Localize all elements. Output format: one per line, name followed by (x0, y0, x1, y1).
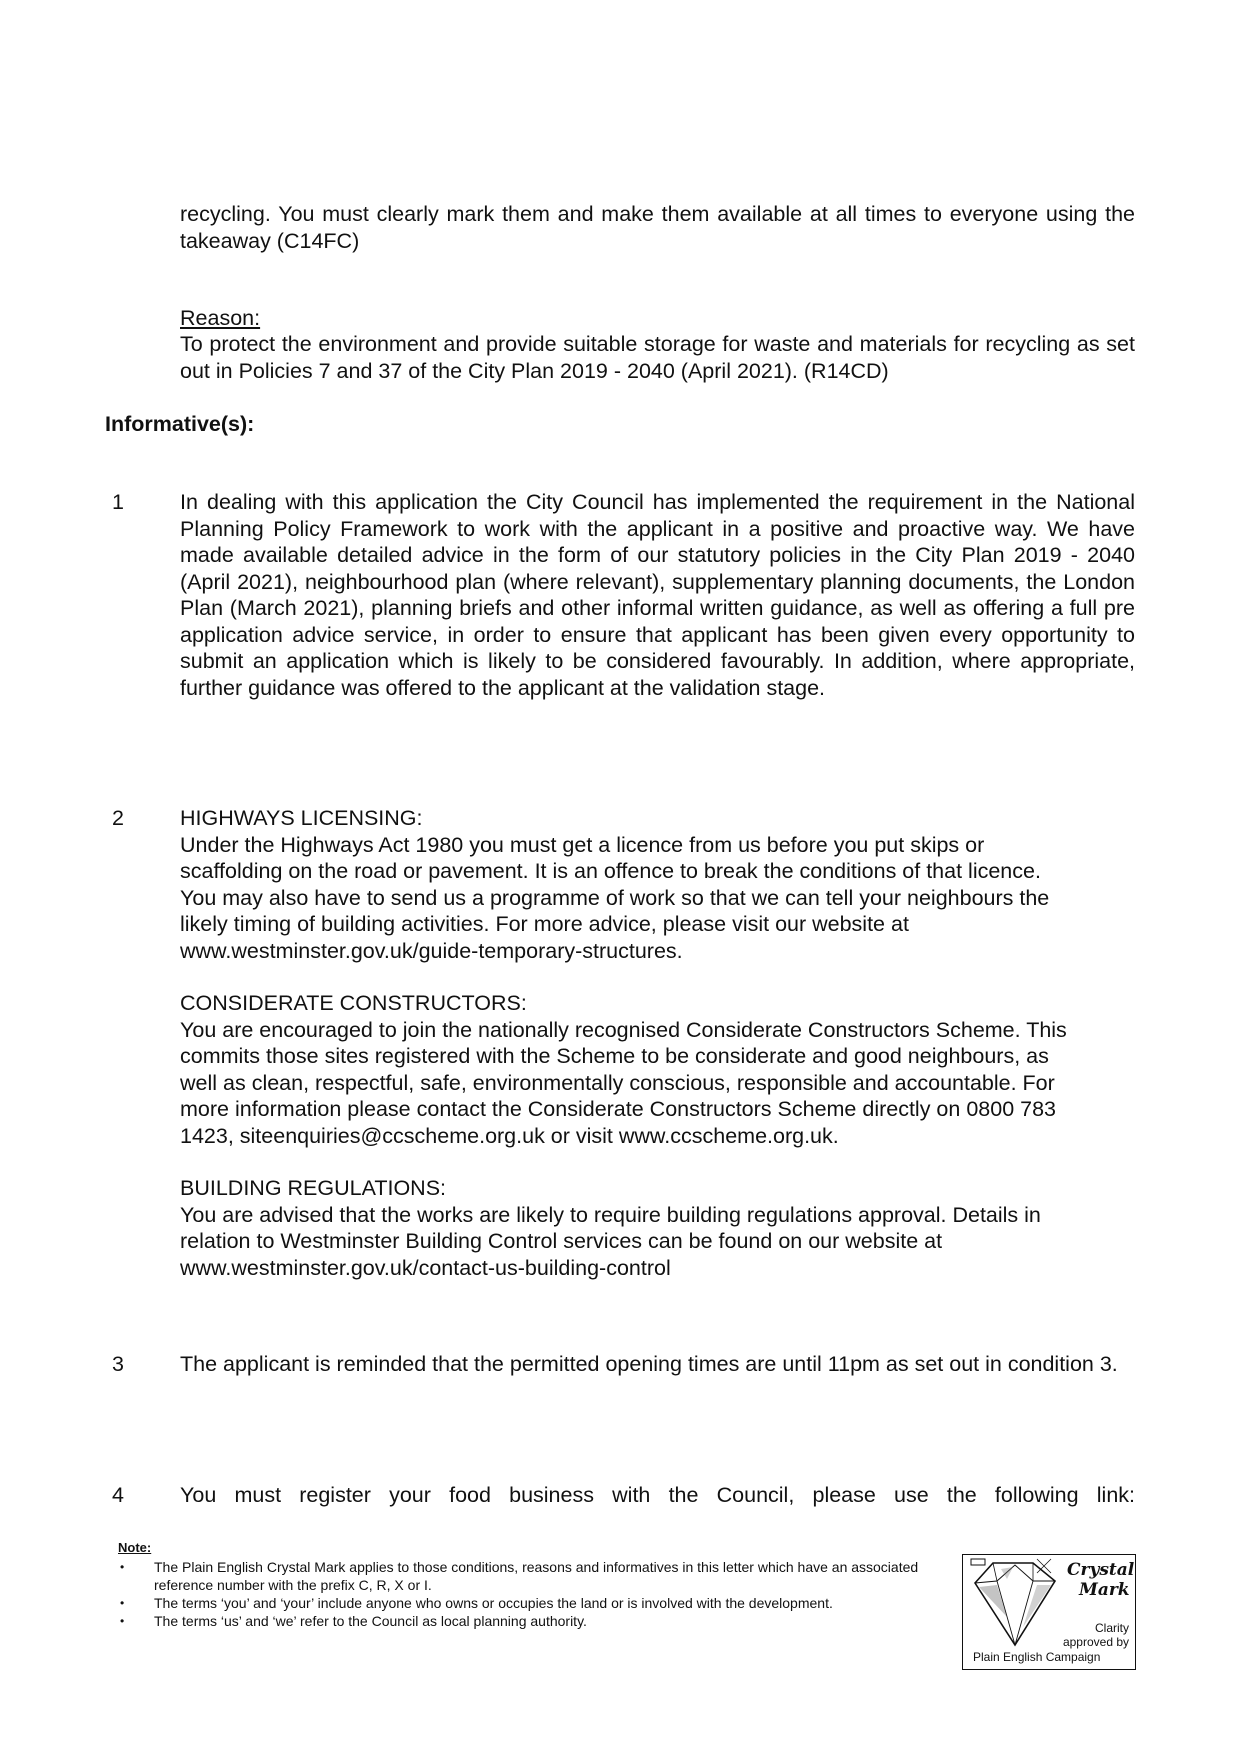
section-line: You may also have to send us a programme of work so that we can tell your neighbours the (180, 885, 1050, 910)
section-line: well as clean, respectful, safe, environmentally conscious, responsible and accountable. For (180, 1070, 1055, 1095)
section-line: 1423, siteenquiries@ccscheme.org.uk or visit www.ccscheme.org.uk. (180, 1123, 839, 1148)
crystal-mark-logo (962, 1554, 1136, 1670)
note-title: Note: (118, 1540, 152, 1555)
note-list (118, 1558, 938, 1630)
crystal-mark-word1: Crystal (1067, 1560, 1135, 1580)
note-bullet: • The terms ‘you’ and ‘your’ include anyone who owns or occupies the land or is involved with the development. (118, 1594, 938, 1612)
informatives-heading: Informative(s): (105, 412, 255, 436)
informative-number: 2 (112, 806, 124, 830)
reason-label: Reason: (180, 306, 261, 330)
condition-continuation-text: recycling. You must clearly mark them and make them available at all times to everyone using the takeaway (C14FC) (180, 202, 1135, 253)
section-line: Under the Highways Act 1980 you must get a licence from us before you put skips or (180, 832, 985, 857)
crystal-mark-campaign: Plain English Campaign (973, 1650, 1101, 1664)
section-line: You are encouraged to join the nationally recognised Considerate Constructors Scheme. This (180, 1017, 1067, 1042)
informative-number: 1 (112, 490, 124, 514)
crystal-mark-clarity: Clarity (1094, 1621, 1129, 1635)
section-line: relation to Westminster Building Control services can be found on our website at (180, 1229, 943, 1253)
crystal-diamond-icon (967, 1557, 1063, 1649)
informative-text: The applicant is reminded that the permitted opening times are until 11pm as set out in condition 3. (180, 1352, 1118, 1376)
section-line: commits those sites registered with the Scheme to be considerate and good neighbours, as (180, 1044, 1049, 1068)
informative-text: You must register your food business with the Council, please use the following link: (180, 1483, 1135, 1507)
section-line: more information please contact the Considerate Constructors Scheme directly on 0800 783 (180, 1097, 1056, 1121)
note-bullet: • The terms ‘us’ and ‘we’ refer to the Council as local planning authority. (118, 1612, 938, 1630)
section-line: www.westminster.gov.uk/guide-temporary-structures. (180, 938, 683, 963)
informative-2-body (180, 805, 1135, 1281)
informative-number: 3 (112, 1352, 124, 1376)
note-bullet: • The Plain English Crystal Mark applies to those conditions, reasons and informatives in this letter which have an associated reference number with the prefix C, R, X or I. (118, 1558, 938, 1594)
section-line: You are advised that the works are likely to require building regulations approval. Details in (180, 1202, 1041, 1227)
section-line: scaffolding on the road or pavement. It is an offence to break the conditions of that licence. (180, 859, 1041, 883)
crystal-mark-approved: approved by (1062, 1635, 1129, 1649)
informative-text: In dealing with this application the City Council has implemented the requirement in the National Planning Policy Framework to work with the applicant in a positive and proactive way. We have made available detailed advice in the form of our statutory policies in the City Plan 2019 - 2040 (April 2021), neighbourhood plan (where relevant), supplementary planning documents, the London Plan (March 2021), planning briefs and other informal written guidance, as well as offering a full pre application advice service, in order to ensure that applicant has been given every opportunity to submit an application which is likely to be considered favourably. In addition, where appropriate, further guidance was offered to the applicant at the validation stage. (180, 490, 1135, 700)
informative-number: 4 (112, 1483, 124, 1507)
section-heading-building-regs: BUILDING REGULATIONS: (180, 1176, 447, 1200)
section-heading-considerate: CONSIDERATE CONSTRUCTORS: (180, 991, 527, 1015)
crystal-mark-word2: Mark (1079, 1580, 1130, 1600)
section-line: www.westminster.gov.uk/contact-us-building-control (180, 1255, 671, 1280)
section-line: likely timing of building activities. For more advice, please visit our website at (180, 912, 909, 936)
section-heading-highways: HIGHWAYS LICENSING: (180, 806, 423, 830)
reason-text: To protect the environment and provide suitable storage for waste and materials for recycling as set out in Policies 7 and 37 of the City Plan 2019 - 2040 (April 2021). (R14CD) (180, 332, 1135, 383)
